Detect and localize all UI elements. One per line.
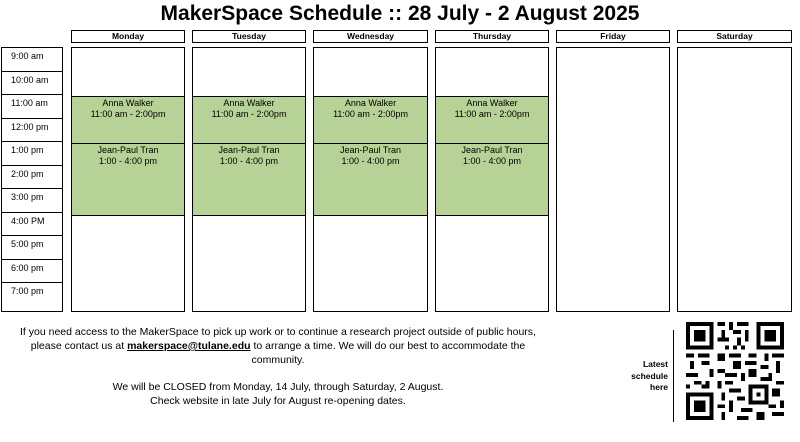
shift-block [193, 96, 305, 144]
time-slot: 3:00 pm [2, 189, 62, 213]
shift-block [436, 96, 548, 144]
time-slot: 9:00 am [2, 48, 62, 72]
email-link[interactable]: makerspace@tulane.edu [127, 340, 251, 352]
shift-hours: 1:00 - 4:00 pm [98, 156, 158, 166]
shift-hours: 11:00 am - 2:00pm [333, 109, 408, 119]
time-slot: 10:00 am [2, 72, 62, 96]
notice-text: to arrange a time. We will do our best to accommodate the [250, 340, 526, 352]
day-column-saturday [677, 47, 792, 312]
notice-line: If you need access to the MakerSpace to pick up work or to continue a research project outside of public hours, [20, 326, 536, 338]
notice-text: please contact us at [30, 340, 128, 352]
time-slot: 1:00 pm [2, 142, 62, 166]
day-header-saturday: Saturday [677, 30, 792, 43]
shift-name: Jean-Paul Tran [339, 145, 402, 155]
day-header-thursday: Thursday [435, 30, 549, 43]
time-slot: 4:00 PM [2, 213, 62, 237]
shift-name: Anna Walker [102, 98, 154, 108]
shift-name: Jean-Paul Tran [97, 145, 159, 155]
time-slot: 5:00 pm [2, 236, 62, 260]
shift-block [72, 96, 184, 144]
notice-line: community. [251, 354, 305, 366]
time-slot: 7:00 pm [11, 286, 44, 296]
access-notice [0, 325, 556, 408]
qr-label-line: Latest [642, 359, 668, 369]
qr-code-icon[interactable] [686, 322, 784, 420]
day-header-tuesday: Tuesday [192, 30, 306, 43]
shift-hours: 1:00 - 4:00 pm [341, 156, 400, 166]
shift-block [72, 143, 184, 216]
shift-hours: 11:00 am - 2:00pm [211, 109, 287, 119]
qr-divider [673, 330, 674, 422]
day-header-friday: Friday [556, 30, 670, 43]
time-slot: 6:00 pm [2, 260, 62, 284]
day-column-wednesday [313, 47, 428, 312]
qr-label [618, 359, 668, 394]
shift-block [193, 143, 305, 216]
notice-line [0, 339, 556, 353]
shift-hours: 11:00 am - 2:00pm [90, 109, 166, 119]
shift-name: Jean-Paul Tran [461, 145, 523, 155]
shift-hours: 11:00 am - 2:00pm [454, 109, 530, 119]
qr-label-line: schedule [631, 370, 668, 381]
qr-label-line: here [650, 382, 668, 392]
shift-name: Anna Walker [344, 98, 397, 108]
shift-name: Anna Walker [466, 98, 518, 108]
shift-name: Jean-Paul Tran [218, 145, 280, 155]
shift-hours: 1:00 - 4:00 pm [462, 156, 522, 166]
day-column-thursday [435, 47, 549, 312]
day-header-wednesday: Wednesday [313, 30, 428, 43]
day-column-monday [71, 47, 185, 312]
closed-notice: We will be CLOSED from Monday, 14 July, through Saturday, 2 August. [112, 381, 444, 393]
time-slot: 11:00 am [2, 95, 62, 119]
time-slot: 2:00 pm [2, 166, 62, 190]
shift-block [314, 143, 427, 216]
shift-name: Anna Walker [223, 98, 275, 108]
closed-notice: Check website in late July for August re-opening dates. [150, 395, 406, 407]
shift-hours: 1:00 - 4:00 pm [219, 156, 279, 166]
time-slot: 12:00 pm [2, 119, 62, 143]
shift-block [436, 143, 548, 216]
shift-block [314, 96, 427, 144]
day-column-friday [556, 47, 670, 312]
page-title: MakerSpace Schedule :: 28 July - 2 August 2025 [160, 2, 640, 25]
day-column-tuesday [192, 47, 306, 312]
day-header-monday: Monday [71, 30, 185, 43]
time-column [1, 47, 63, 312]
